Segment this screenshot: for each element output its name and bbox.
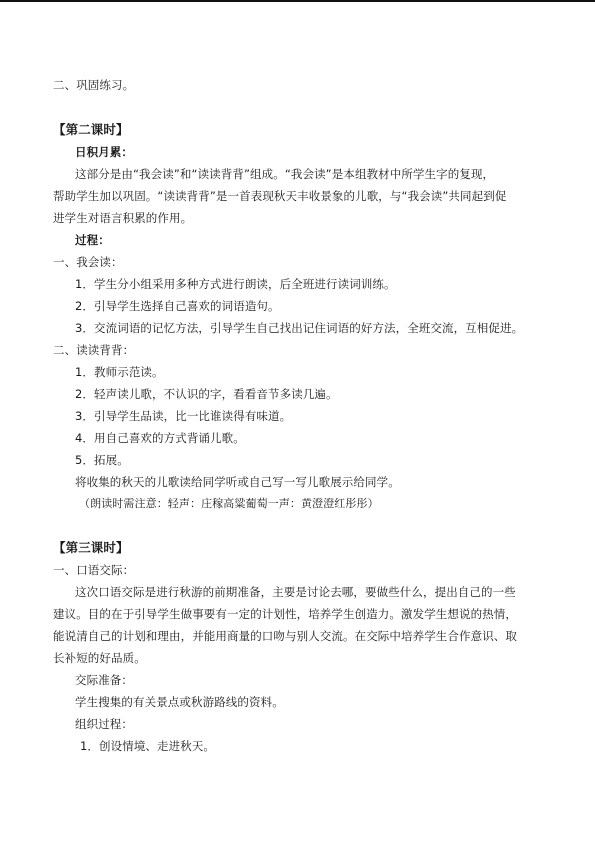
preparation-text: 学生搜集的有关景点或秋游路线的资料。 [75,695,284,709]
lesson3-title: 【第三课时】 [53,540,129,555]
part2-step: 4．用自己喜欢的方式背诵儿歌。 [75,431,245,445]
part1-step: 1．学生分小组采用多种方式进行朗读，后全班进行读词训练。 [75,277,396,291]
oral-communication-title: 一、口语交际： [53,563,135,577]
part1-step: 2．引导学生选择自己喜欢的词语造句。 [75,299,280,313]
lesson2-intro-line: 进学生对语言积累的作用。 [53,211,193,225]
part2-step: 2．轻声读儿歌，不认识的字，看看音节多读几遍。 [75,387,338,401]
lesson2-title: 【第二课时】 [53,122,129,137]
organize-step: 1．创设情境、走进秋天。 [80,739,216,753]
oral-communication-line: 建议。目的在于引导学生做事要有一定的计划性，培养学生创造力。激发学生想说的热情， [53,607,517,621]
oral-communication-line: 长补短的好品质。 [53,651,146,665]
process-label: 过程： [75,233,110,247]
daily-accumulation-label: 日积月累： [75,145,133,159]
lesson2-intro-line: 这部分是由“我会读”和“读读背背”组成。“我会读”是本组教材中所学生字的复现， [75,167,495,181]
part1-title: 一、我会读： [53,255,123,269]
organize-label: 组织过程： [75,717,133,731]
oral-communication-line: 能说清自己的计划和理由，并能用商量的口吻与别人交流。在交际中培养学生合作意识、取 [53,629,517,643]
extension-text: 将收集的秋天的儿歌读给同学听或自己写一写儿歌展示给同学。 [75,475,400,489]
reading-note: （朗读时需注意：轻声：庄稼高粱葡萄一声：黄澄澄红彤彤） [79,497,379,510]
part2-title: 二、读读背背： [53,343,135,357]
top-border-line [0,0,595,2]
preparation-label: 交际准备： [75,673,133,687]
section-heading-practice: 二、巩固练习。 [53,78,135,92]
lesson2-intro-line: 帮助学生加以巩固。“读读背背”是一首表现秋天丰收景象的儿歌，与“我会读”共同起到促 [53,189,507,203]
part2-step: 3．引导学生品读，比一比谁读得有味道。 [75,409,292,423]
part2-step: 5．拓展。 [75,453,129,467]
part1-step: 3．交流词语的记忆方法，引导学生自己找出记住词语的好方法，全班交流，互相促进。 [75,321,524,335]
part2-step: 1．教师示范读。 [75,365,164,379]
oral-communication-line: 这次口语交际是进行秋游的前期准备，主要是讨论去哪，要做些什么，提出自己的一些 [75,585,516,599]
